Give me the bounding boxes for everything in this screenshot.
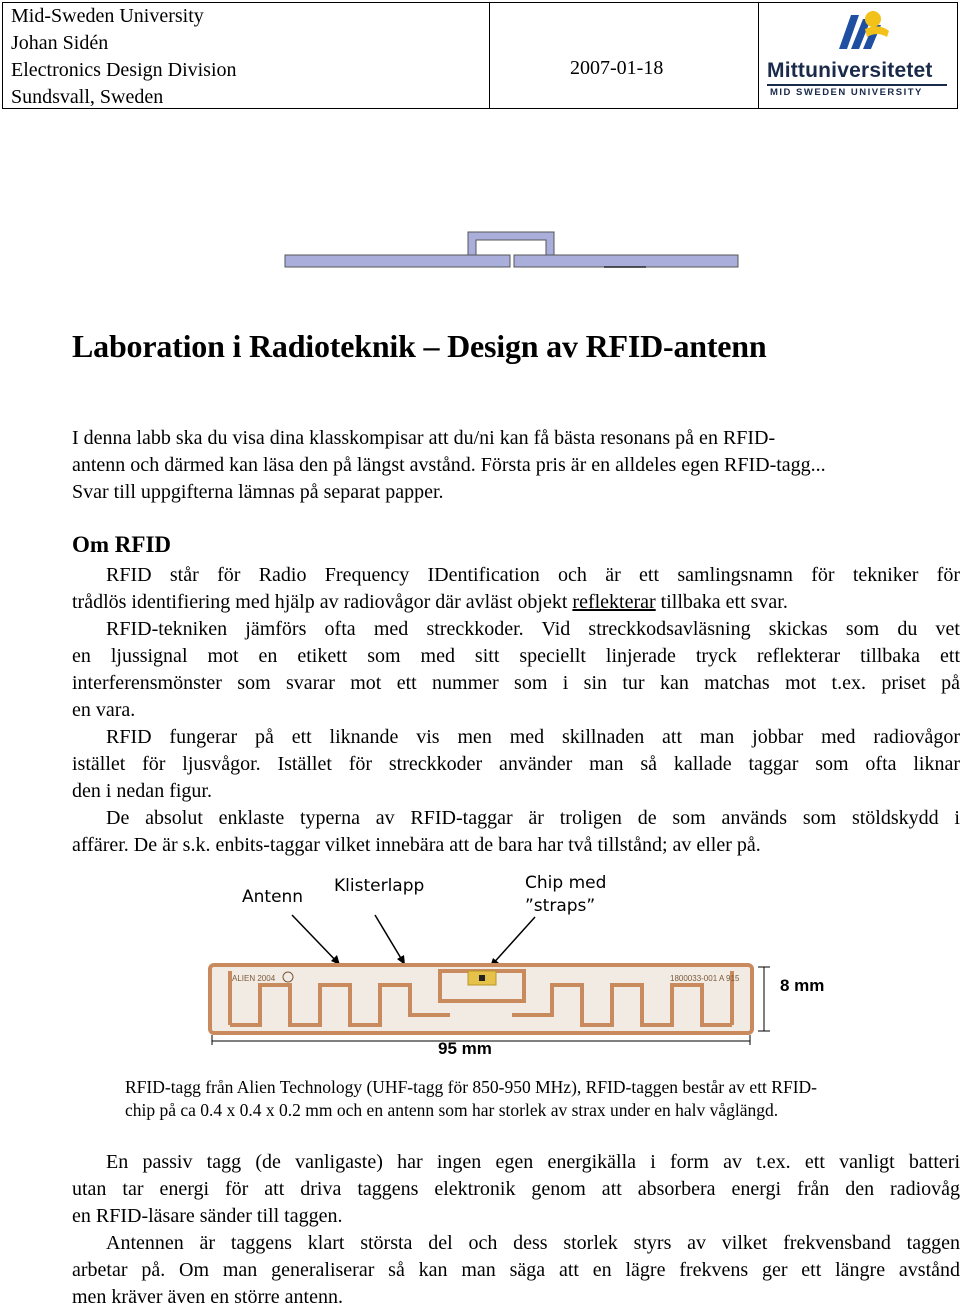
- logo-name: Mittuniversitetet: [767, 59, 933, 82]
- header-address-cell: [3, 3, 490, 108]
- rfid-tag-figure: [200, 905, 800, 1045]
- section-line-2: trådlös identifiering med hjälp av radiovågor där avläst objekt reflekterar tillbaka ett svar.: [72, 591, 788, 613]
- header-line-university: Mid-Sweden University: [11, 5, 204, 27]
- arrow-antenn: [292, 915, 340, 965]
- figure-caption-line-1: RFID-tagg från Alien Technology (UHF-tagg för 850-950 MHz), RFID-taggen består av ett RFID-: [125, 1077, 817, 1097]
- page-title: Laboration i Radioteknik – Design av RFID-antenn: [72, 328, 767, 364]
- section-line-3: RFID-tekniken jämförs ofta med streckkoder. Vid streckkodsavläsning skickas som du vet: [106, 618, 960, 640]
- passive-line-3: en RFID-läsare sänder till taggen.: [72, 1205, 343, 1227]
- dimension-width-label: 95 mm: [438, 1039, 492, 1058]
- section-line-11: affärer. De är s.k. enbits-taggar vilket innebära att de bara har två tillstånd; av eller på.: [72, 834, 761, 856]
- section-line-8: istället för ljusvågor. Istället för streckkoder använder man så kallade taggar som ofta liknar: [72, 753, 960, 775]
- label-klisterlapp: Klisterlapp: [334, 876, 425, 896]
- header-line-division: Electronics Design Division: [11, 59, 237, 81]
- section-line-9: den i nedan figur.: [72, 780, 212, 802]
- header-table: [2, 2, 958, 109]
- section-line-7: RFID fungerar på ett liknande vis men med skillnaden att man jobbar med radiovågor: [106, 726, 960, 748]
- section-line-1: RFID står för Radio Frequency IDentification och är ett samlingsnamn för tekniker för: [106, 564, 960, 586]
- passive-line-2: utan tar energi för att driva taggens elektronik genom att absorbera energi från den radiovåg: [72, 1178, 960, 1200]
- dimension-height-label: 8 mm: [780, 976, 825, 995]
- header-date-cell: [490, 3, 759, 108]
- intro-line-1: I denna labb ska du visa dina klasskompisar att du/ni kan få bästa resonans på en RFID-: [72, 427, 776, 449]
- underlined-word: reflekterar: [572, 591, 656, 613]
- section-line-5: interferensmönster som svarar mot ett nummer som i sin tur kan matchas mot t.ex. priset på: [72, 672, 960, 694]
- label-chip-line-2: ”straps”: [525, 896, 596, 916]
- label-chip-line-1: Chip med: [525, 873, 607, 893]
- section-line-10: De absolut enklaste typerna av RFID-taggar är troligen de som används som stöldskydd i: [106, 807, 960, 829]
- passive-line-6: men kräver även en större antenn.: [72, 1286, 343, 1308]
- header-date: 2007-01-18: [570, 57, 664, 79]
- intro-line-2: antenn och därmed kan läsa den på längst avstånd. Första pris är en alldeles egen RFID-tagg...: [72, 454, 826, 476]
- passive-line-5: arbetar på. Om man generaliserar så kan man säga att en lägre frekvens ger ett längre avstånd: [72, 1259, 960, 1281]
- label-antenn: Antenn: [242, 887, 304, 907]
- section-line-4: en ljussignal mot en etikett som med sitt speciellt linjerade tryck reflekterar tillbaka ett: [72, 645, 960, 667]
- section-line-6: en vara.: [72, 699, 136, 721]
- logo-rule: [767, 84, 947, 86]
- university-logo-icon: [829, 9, 895, 57]
- tag-print-left: ALIEN 2004: [232, 974, 276, 983]
- passive-line-4: Antennen är taggens klart största del och dess storlek styrs av vilket frekvensband taggen: [106, 1232, 960, 1254]
- dipole-antenna-drawing: [284, 228, 740, 272]
- header-line-city: Sundsvall, Sweden: [11, 86, 164, 108]
- section-heading: Om RFID: [72, 532, 172, 557]
- header-line-author: Johan Sidén: [11, 32, 109, 54]
- header-logo-cell: [759, 3, 957, 108]
- passive-line-1: En passiv tagg (de vanligaste) har ingen egen energikälla i form av t.ex. ett vanligt batteri: [106, 1151, 960, 1173]
- tag-print-right: 1800033-001 A 915: [670, 974, 740, 983]
- arrow-chip: [490, 917, 535, 967]
- figure-caption-line-2: chip på ca 0.4 x 0.4 x 0.2 mm och en antenn som har storlek av strax under en halv våglängd.: [125, 1100, 779, 1120]
- logo-subtitle: MID SWEDEN UNIVERSITY: [770, 87, 923, 98]
- intro-line-3: Svar till uppgifterna lämnas på separat papper.: [72, 481, 444, 503]
